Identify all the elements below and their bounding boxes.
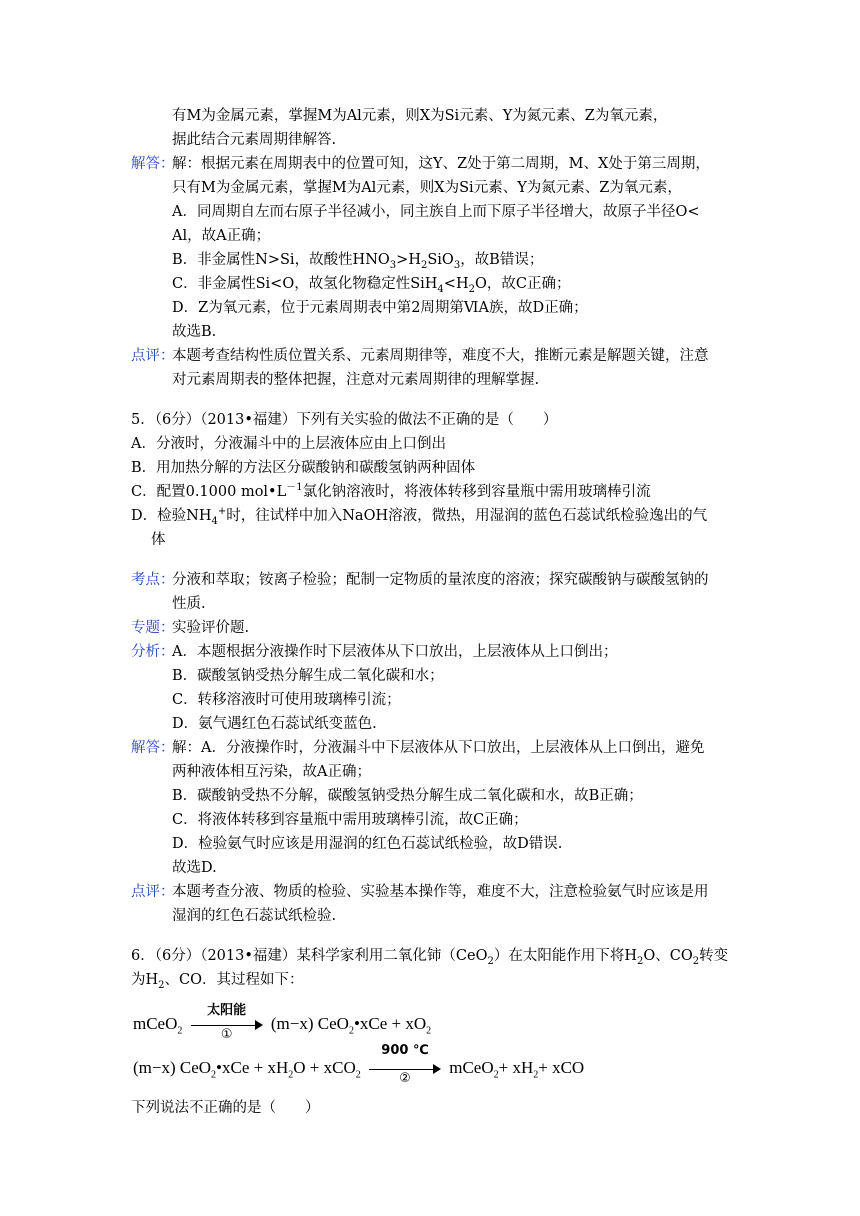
comment-line: 对元素周期表的整体把握，注意对元素周期律的理解掌握. [172, 372, 540, 388]
answer-choice: 故选B. [172, 324, 217, 340]
kaodian-line: 分液和萃取；铵离子检验；配制一定物质的量浓度的溶液；探究碳酸钠与碳酸氢钠的 [172, 572, 709, 588]
answer-line-b: B．非金属性N>Si，故酸性$HNO_3>H_2SiO_3$，故B错误； [172, 252, 544, 271]
answer-line: 只有M为金属元素，掌握M为Al元素，则X为Si元素、Y为氮元素、Z为氧元素， [172, 180, 682, 196]
option-d-continued: 体 [151, 532, 166, 548]
kaodian-tag: 考点： [131, 572, 175, 588]
answer-line: 解：A．分液操作时，分液漏斗中下层液体从下口放出，上层液体从上口倒出，避免 [172, 740, 705, 756]
answer-tag: 解答： [131, 156, 175, 172]
question-6-stem: 6．（6分）（2013•福建）某科学家利用二氧化铈（CeO$_2$）在太阳能作用下将$H_2O$、$CO_2$转变 [131, 948, 729, 967]
answer-tag: 解答： [131, 740, 175, 756]
comment-line: 本题考查结构性质位置关系、元素周期律等，难度不大，推断元素是解题关键，注意 [172, 348, 709, 364]
fenxi-line: B．碳酸氢钠受热分解生成二氧化碳和水； [172, 668, 444, 684]
answer-line-d: D．Z为氧元素，位于元素周期表中第2周期第ⅥA族，故D正确； [172, 300, 588, 316]
fenxi-line: C．转移溶液时可使用玻璃棒引流； [172, 692, 401, 708]
reaction-arrow-1: 太阳能 ① [191, 1015, 263, 1035]
question-6-ask: 下列说法不正确的是（ ） [131, 1100, 320, 1116]
question-6-stem-continued: 为$H_2$、CO．其过程如下： [131, 972, 304, 991]
zhuanti-tag: 专题： [131, 620, 175, 636]
fenxi-tag: 分析： [131, 644, 175, 660]
answer-line: B．碳酸钠受热不分解，碳酸氢钠受热分解生成二氧化碳和水，故B正确； [172, 788, 643, 804]
fenxi-line: A．本题根据分液操作时下层液体从下口放出，上层液体从上口倒出； [172, 644, 618, 660]
zhuanti-text: 实验评价题. [172, 620, 250, 636]
comment-tag: 点评： [131, 884, 175, 900]
option-b: B．用加热分解的方法区分碳酸钠和碳酸氢钠两种固体 [131, 460, 476, 476]
comment-line: 本题考查分液、物质的检验、实验基本操作等，难度不大，注意检验氨气时应该是用 [172, 884, 709, 900]
option-c: C．配置0.1000 $mol•L^{-1}$氯化钠溶液时，将液体转移到容量瓶中需用玻璃棒引流 [131, 482, 651, 500]
answer-line: C．将液体转移到容量瓶中需用玻璃棒引流，故C正确； [172, 812, 528, 828]
fenxi-line: D．氨气遇红色石蕊试纸变蓝色. [172, 716, 377, 732]
option-a: A．分液时，分液漏斗中的上层液体应由上口倒出 [131, 436, 446, 452]
answer-line: D．检验氨气时应该是用湿润的红色石蕊试纸检验，故D错误. [172, 836, 563, 852]
answer-choice: 故选D. [172, 860, 217, 876]
answer-line: Al，故A正确； [172, 228, 271, 244]
equation-2: (m−x) CeO$_2$•xCe + $xH_2O + xCO_2$ 900 ℃ ② mCeO$_2$+ $xH_2+$ xCO [133, 1043, 585, 1087]
comment-tag: 点评： [131, 348, 175, 364]
equation-1: mCeO$_2$ 太阳能 ① (m−x) CeO$_2$•xCe + $xO_2$ [133, 1003, 432, 1043]
option-d: D．检验$NH_4^+$时，往试样中加入NaOH溶液，微热，用湿润的蓝色石蕊试纸检验逸出的气 [131, 506, 708, 527]
answer-line: A．同周期自左而右原子半径减小，同主族自上而下原子半径增大，故原子半径O< [172, 204, 700, 220]
analysis-line: 有M为金属元素，掌握M为Al元素，则X为Si元素、Y为氮元素、Z为氧元素， [172, 108, 668, 124]
comment-line: 湿润的红色石蕊试纸检验. [172, 908, 337, 924]
kaodian-line: 性质. [172, 596, 206, 612]
answer-line: 解：根据元素在周期表中的位置可知，这Y、Z处于第二周期，M、X处于第三周期， [172, 156, 710, 172]
answer-line: 两种液体相互污染，故A正确； [172, 764, 371, 780]
question-5-stem: 5．（6分）（2013•福建）下列有关实验的做法不正确的是（ ） [131, 412, 558, 428]
answer-line-c: C．非金属性Si<O，故氢化物稳定性$SiH_4<H_2O$，故C正确； [172, 276, 571, 295]
analysis-line: 据此结合元素周期律解答. [172, 132, 337, 148]
reaction-arrow-2: 900 ℃ ② [369, 1059, 441, 1079]
